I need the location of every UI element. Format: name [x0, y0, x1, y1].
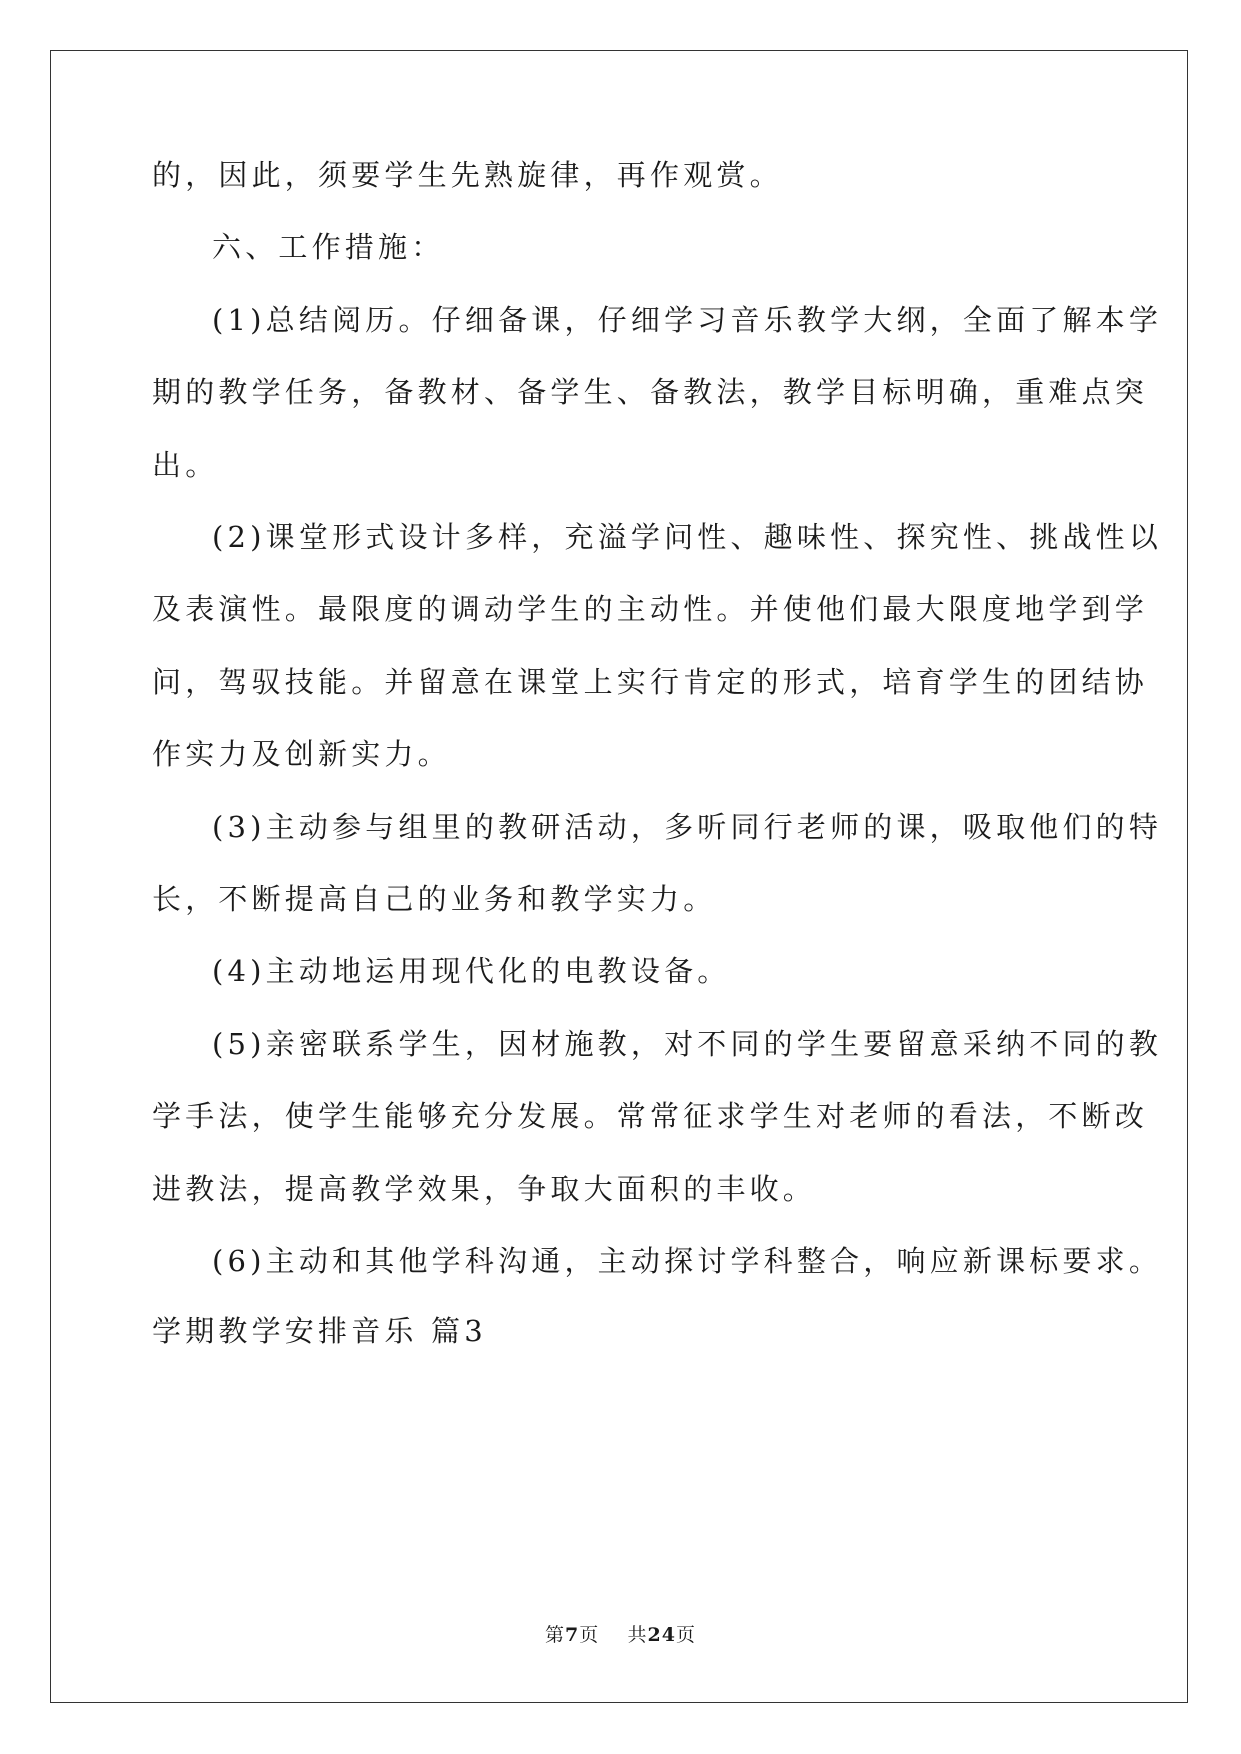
section-title: 学期教学安排音乐 篇3 [152, 1314, 487, 1348]
body-text-line: 期的教学任务，备教材、备学生、备教法，教学目标明确，重难点突 [152, 375, 1149, 409]
body-text-line: 及表演性。最限度的调动学生的主动性。并使他们最大限度地学到学 [152, 592, 1149, 626]
body-text-line: 的，因此，须要学生先熟旋律，再作观赏。 [152, 158, 783, 192]
page-footer [0, 1623, 1241, 1647]
footer-total-prefix: 共 [627, 1624, 648, 1646]
footer-total-suffix: 页 [675, 1624, 696, 1646]
current-page-number: 7 [565, 1624, 580, 1646]
total-pages-number: 24 [647, 1624, 676, 1646]
body-text-line: 作实力及创新实力。 [152, 737, 451, 771]
body-text-line: (6)主动和其他学科沟通，主动探讨学科整合，响应新课标要求。 [212, 1244, 1163, 1278]
page-border [50, 50, 1188, 1703]
body-text-line: 长，不断提高自己的业务和教学实力。 [152, 882, 717, 916]
section-heading: 六、工作措施： [212, 230, 445, 264]
body-text-line: 进教法，提高教学效果，争取大面积的丰收。 [152, 1172, 817, 1206]
footer-page-suffix: 页 [579, 1624, 600, 1646]
body-text-line: 学手法，使学生能够充分发展。常常征求学生对老师的看法，不断改 [152, 1099, 1149, 1133]
footer-prefix: 第 [545, 1624, 566, 1646]
body-text-line: 问，驾驭技能。并留意在课堂上实行肯定的形式，培育学生的团结协 [152, 665, 1149, 699]
body-text-line: (5)亲密联系学生，因材施教，对不同的学生要留意采纳不同的教 [212, 1027, 1163, 1061]
body-text-line: 出。 [152, 448, 219, 482]
body-text-line: (1)总结阅历。仔细备课，仔细学习音乐教学大纲，全面了解本学 [212, 303, 1163, 337]
body-text-line: (4)主动地运用现代化的电教设备。 [212, 954, 731, 988]
body-text-line: (3)主动参与组里的教研活动，多听同行老师的课，吸取他们的特 [212, 810, 1163, 844]
body-text-line: (2)课堂形式设计多样，充溢学问性、趣味性、探究性、挑战性以 [212, 520, 1163, 554]
